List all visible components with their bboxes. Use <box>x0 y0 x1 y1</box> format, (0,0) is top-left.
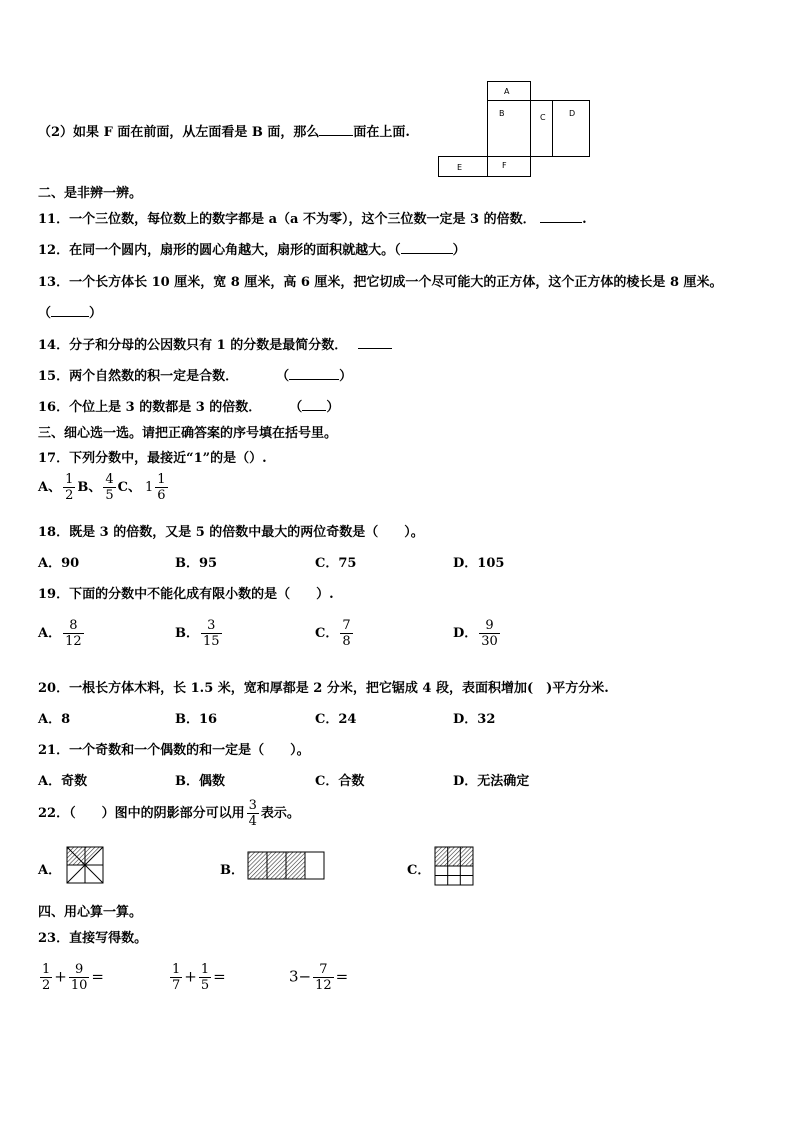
question-net <box>38 121 410 140</box>
q20-option-a[interactable]: A．8 <box>38 712 71 727</box>
q23-expression-2: $\frac{1}{7}$ + $\frac{1}{5}$ = <box>172 962 226 993</box>
fraction: $\frac{1}{2}$ <box>42 962 51 993</box>
q18-option-b[interactable]: B．95 <box>175 556 218 571</box>
question-20: 20．一根长方体木料，长 1.5 米，宽和厚都是 2 分米，把它锯成 4 段，表面积增加( )平方分米. <box>38 681 609 696</box>
q20-option-d[interactable]: D．32 <box>453 712 496 727</box>
q18-option-d[interactable]: D．105 <box>453 556 505 571</box>
answer-blank <box>540 210 582 223</box>
net-face-f: F <box>487 156 531 177</box>
question-19: 19．下面的分数中不能化成有限小数的是（ ）. <box>38 587 334 602</box>
fraction: $\frac{3}{15}$ <box>203 618 220 649</box>
q23-expression-1: $\frac{1}{2}$ + $\frac{9}{10}$ = <box>42 962 104 993</box>
question-13-answer: （ ） <box>38 306 103 321</box>
question-14: 14．分子和分母的公因数只有 1 的分数是最简分数． <box>38 334 392 353</box>
fraction: $\frac{1}{5}$ <box>200 962 210 993</box>
section-2-heading: 二、是非辨一辨。 <box>38 186 143 201</box>
section-3-heading: 三、细心选一选。请把正确答案的序号填在括号里。 <box>38 426 338 441</box>
q19-option-b[interactable]: B． $\frac{3}{15}$ <box>175 618 220 649</box>
q19-option-a[interactable]: A． $\frac{8}{12}$ <box>38 618 82 649</box>
fraction: $\frac{3}{4}$ <box>248 798 257 829</box>
fraction: $\frac{9}{30}$ <box>481 618 498 649</box>
answer-blank <box>358 336 392 349</box>
q23-expression-3: 3− $\frac{7}{12}$ = <box>289 962 349 993</box>
q20-option-b[interactable]: B．16 <box>175 712 218 727</box>
question-12: 12．在同一个圆内，扇形的圆心角越大，扇形的面积就越大。（ ） <box>38 243 466 258</box>
question-17-options: A、 $\frac{1}{2}$ B、 $\frac{4}{5}$ C、 1 $\frac{1}{6}$ <box>38 472 166 503</box>
question-17: 17．下列分数中，最接近“1”的是（）. <box>38 451 267 466</box>
q22-figure-a <box>66 846 104 884</box>
question-21: 21．一个奇数和一个偶数的和一定是（ ）。 <box>38 743 310 758</box>
net-face-b: B <box>487 100 531 157</box>
question-23: 23．直接写得数。 <box>38 931 148 946</box>
answer-blank <box>401 241 453 254</box>
q21-option-b[interactable]: B．偶数 <box>175 774 225 789</box>
question-18: 18．既是 3 的倍数，又是 5 的倍数中最大的两位奇数是（ ）。 <box>38 525 424 540</box>
q22-option-c[interactable]: C． <box>407 863 431 878</box>
fraction: $\frac{7}{12}$ <box>315 962 332 993</box>
q19-option-c[interactable]: C． $\frac{7}{8}$ <box>315 618 351 649</box>
q21-option-d[interactable]: D．无法确定 <box>453 774 530 789</box>
fraction: $\frac{7}{8}$ <box>342 618 351 649</box>
question-net-text-pre: （2）如果 F 面在前面，从左面看是 B 面，那么 <box>38 125 320 140</box>
q18-option-c[interactable]: C．75 <box>315 556 357 571</box>
question-13: 13．一个长方体长 10 厘米，宽 8 厘米，高 6 厘米，把它切成一个尽可能大的正方体，这个正方体的棱长是 8 厘米。 <box>38 275 723 290</box>
answer-blank <box>289 367 339 380</box>
net-face-c: C <box>530 100 553 157</box>
answer-blank <box>302 398 326 411</box>
question-net-text-post: 面在上面. <box>353 125 410 140</box>
fraction: $\frac{8}{12}$ <box>65 618 82 649</box>
q20-option-c[interactable]: C．24 <box>315 712 357 727</box>
q22-option-a[interactable]: A． <box>38 863 62 878</box>
net-face-e: E <box>438 156 488 177</box>
q18-option-a[interactable]: A．90 <box>38 556 80 571</box>
fraction: $\frac{9}{10}$ <box>70 962 88 993</box>
fraction: $\frac{1}{7}$ <box>172 962 181 993</box>
question-11: 11．一个三位数，每位数上的数字都是 a（a 不为零），这个三位数一定是 3 的倍数． . <box>38 212 587 227</box>
q22-option-b[interactable]: B． <box>220 863 244 878</box>
net-face-d: D <box>552 100 590 157</box>
question-16: 16．个位上是 3 的数都是 3 的倍数． （ ） <box>38 400 340 415</box>
fraction: $\frac{4}{5}$ <box>105 472 114 503</box>
fraction: $\frac{1}{6}$ <box>157 472 166 503</box>
q22-figure-b <box>247 851 325 880</box>
fraction: $\frac{1}{2}$ <box>65 472 74 503</box>
q21-option-c[interactable]: C．合数 <box>315 774 365 789</box>
q22-figure-c <box>434 846 474 886</box>
net-face-a: A <box>487 81 531 101</box>
q21-option-a[interactable]: A．奇数 <box>38 774 88 789</box>
answer-blank <box>319 123 353 136</box>
question-22: 22．（ ）图中的阴影部分可以用 $\frac{3}{4}$ 表示。 <box>38 798 300 829</box>
q19-option-d[interactable]: D． $\frac{9}{30}$ <box>453 618 498 649</box>
question-15: 15．两个自然数的积一定是合数． （ ） <box>38 369 353 384</box>
answer-blank <box>51 304 89 317</box>
section-4-heading: 四、用心算一算。 <box>38 905 143 920</box>
